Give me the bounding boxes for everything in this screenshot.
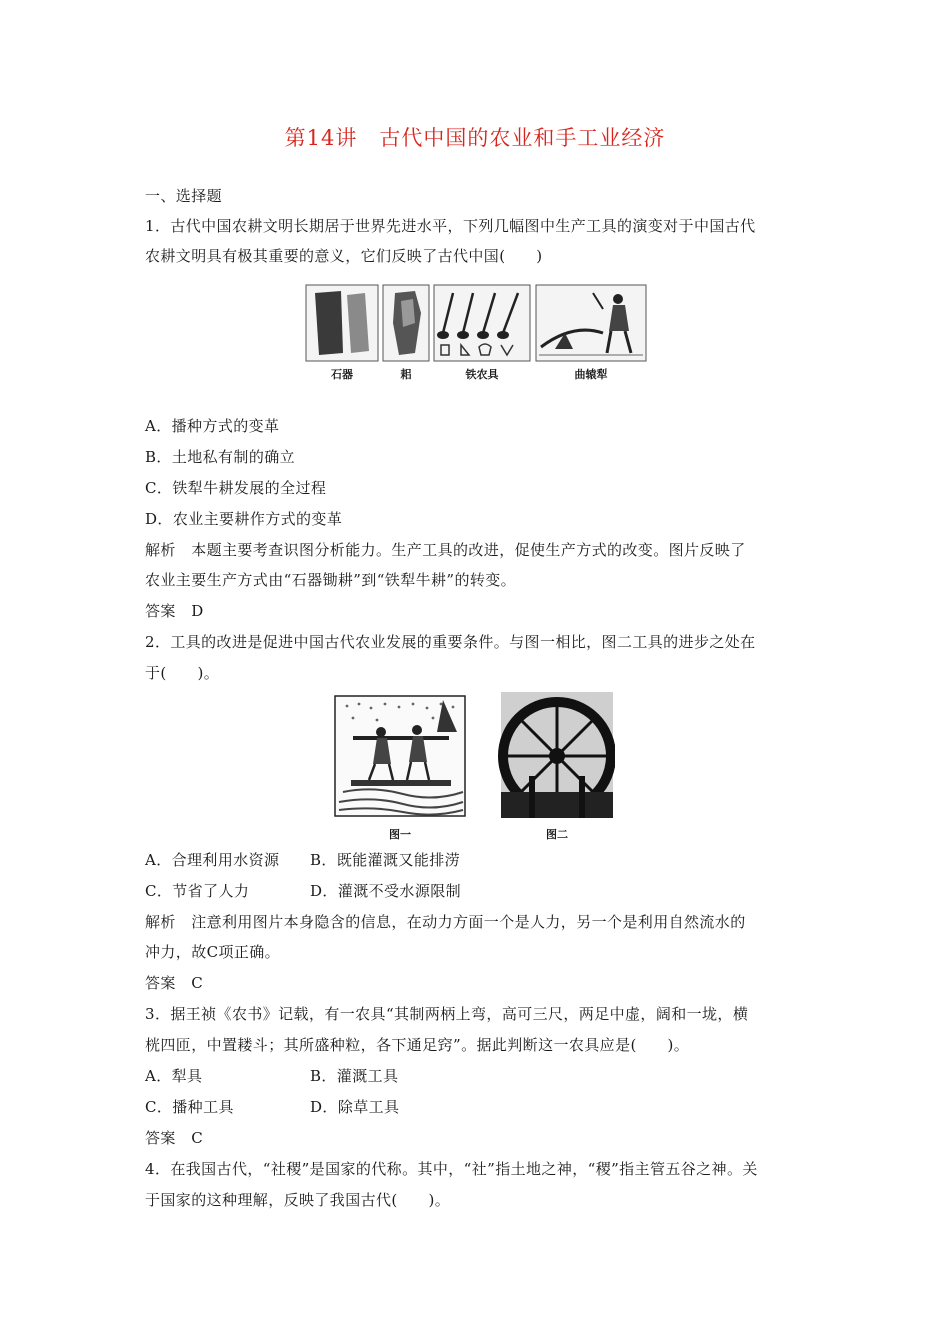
q3-answer: 答案 C (145, 1129, 204, 1147)
q2-stem-line2: 于( )。 (145, 664, 220, 682)
q1-stem-line2: 农耕文明具有极其重要的意义，它们反映了古代中国( ) (145, 247, 543, 265)
q1-analysis-line2: 农业主要生产方式由“石器锄耕”到“铁犁牛耕”的转变。 (145, 571, 517, 589)
q1-caption-3: 铁农具 (465, 368, 499, 381)
q1-option-b: B．土地私有制的确立 (145, 448, 296, 466)
q1-caption-4: 曲辕犁 (574, 368, 608, 381)
q2-caption-2: 图二 (546, 828, 568, 841)
q4-stem-line1: 4．在我国古代，“社稷”是国家的代称。其中，“社”指土地之神，“稷”指主管五谷之神。关 (145, 1160, 758, 1178)
q4-stem-line2: 于国家的这种理解，反映了我国古代( )。 (145, 1191, 451, 1209)
q1-stem-line1: 1．古代中国农耕文明长期居于世界先进水平，下列几幅图中生产工具的演变对于中国古代 (145, 217, 756, 235)
q1-option-a: A．播种方式的变革 (145, 417, 280, 435)
q2-option-a: A．合理利用水资源 (145, 851, 280, 869)
q2-analysis-line2: 冲力，故C项正确。 (145, 943, 281, 961)
q3-option-b: B．灌溉工具 (310, 1067, 399, 1085)
q3-option-c: C．播种工具 (145, 1098, 234, 1116)
q2-stem-line1: 2．工具的改进是促进中国古代农业发展的重要条件。与图一相比，图二工具的进步之处在 (145, 633, 756, 651)
q2-irrigation-figure (333, 692, 615, 842)
q1-caption-1: 石器 (331, 368, 353, 381)
q3-option-d: D．除草工具 (310, 1098, 400, 1116)
q2-answer: 答案 C (145, 974, 204, 992)
q2-option-b: B．既能灌溉又能排涝 (310, 851, 461, 869)
q1-answer: 答案 D (145, 602, 204, 620)
q2-option-d: D．灌溉不受水源限制 (310, 882, 462, 900)
q1-option-c: C．铁犁牛耕发展的全过程 (145, 479, 327, 497)
section-heading: 一、选择题 (145, 187, 223, 205)
q1-caption-2: 耜 (400, 368, 412, 381)
q1-analysis-line1: 解析 本题主要考查识图分析能力。生产工具的改进，促使生产方式的改变。图片反映了 (145, 541, 746, 559)
q3-stem-line2: 桄四匝，中置耧斗；其所盛种粒，各下通足窍”。据此判断这一农具应是( )。 (145, 1036, 690, 1054)
page-title: 第14讲 古代中国的农业和手工业经济 (284, 126, 666, 150)
q3-option-a: A．犁具 (145, 1067, 203, 1085)
irrigation-illustration (333, 692, 615, 818)
q3-stem-line1: 3．据王祯《农书》记载，有一农具“其制两柄上弯，高可三尺，两足中虚，阔和一垅，横 (145, 1005, 749, 1023)
q2-analysis-line1: 解析 注意利用图片本身隐含的信息，在动力方面一个是人力，另一个是利用自然流水的 (145, 913, 746, 931)
q1-tools-figure (303, 283, 649, 383)
q2-option-c: C．节省了人力 (145, 882, 250, 900)
q1-option-d: D．农业主要耕作方式的变革 (145, 510, 343, 528)
q2-caption-1: 图一 (389, 828, 411, 841)
